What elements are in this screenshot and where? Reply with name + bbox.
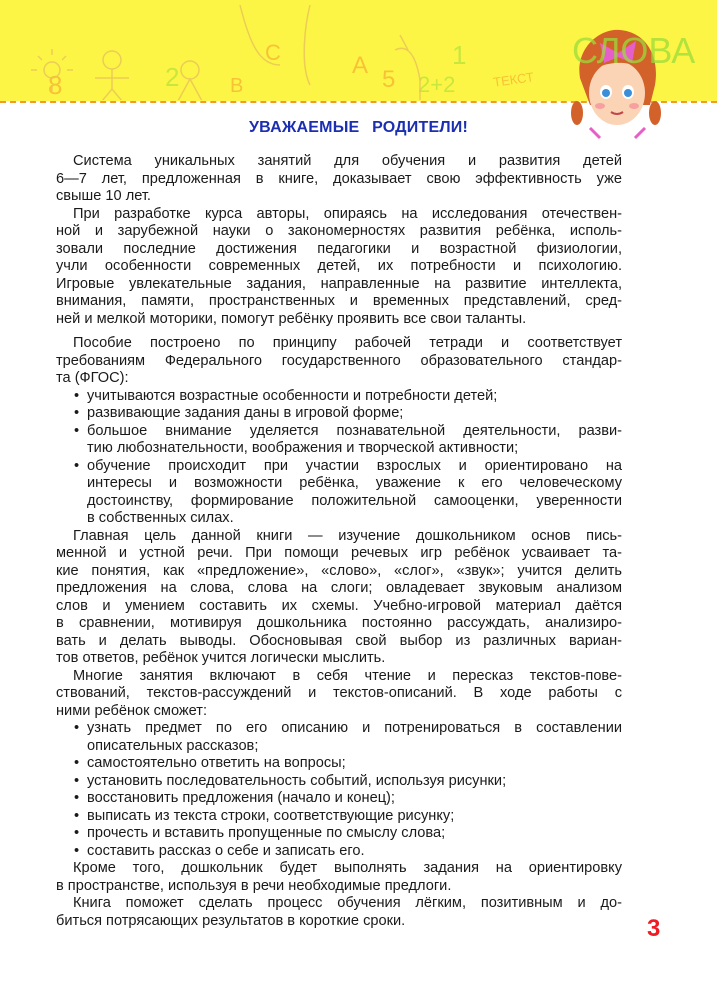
text-line	[56, 276, 622, 294]
paragraph	[56, 206, 622, 329]
text-line	[56, 860, 622, 878]
line-text: большое внимание уделяется познавательной деятельности, разви-	[87, 422, 622, 439]
text-line	[56, 668, 622, 686]
bullet-item	[56, 405, 622, 423]
line-text: Книга поможет сделать процесс обучения лёгким, позитивным и до-	[73, 895, 622, 911]
line-text: в пространстве, используя в речи необходимые предлоги.	[56, 877, 452, 894]
line-text: Система уникальных занятий для обучения и развития детей	[73, 153, 622, 169]
text-line	[56, 423, 622, 441]
line-text: вать и делать выводы. Обосновывая свой выбор из различных вариан-	[56, 632, 622, 649]
line-text: ними ребёнок сможет:	[56, 702, 208, 719]
bullet-icon: •	[74, 755, 80, 771]
line-text: ной и зарубежной науки о закономерностях развития ребёнка, исполь-	[56, 223, 622, 239]
paragraph	[56, 860, 622, 895]
text-line	[56, 353, 622, 371]
text-line	[56, 405, 622, 423]
line-text: свыше 10 лет.	[56, 188, 151, 204]
line-text: кие понятия, как «предложение», «слово», «слог», «звук»; учится делить	[56, 562, 622, 579]
line-text: тов ответов, ребёнок учится логически мыслить.	[56, 650, 386, 666]
bullet-icon: •	[74, 422, 80, 439]
doodle-word: СЛОВА	[572, 30, 696, 71]
bullet-icon: •	[74, 772, 80, 789]
text-line	[56, 738, 622, 756]
line-text: При разработке курса авторы, опираясь на исследования отечествен-	[73, 205, 622, 222]
bullet-icon: •	[74, 387, 80, 404]
bullet-item	[56, 773, 622, 791]
bullet-icon: •	[74, 842, 80, 859]
text-line	[56, 685, 622, 703]
line-text: требованиям Федерального государственного образовательного стандар-	[56, 352, 622, 369]
doodle-text: ТЕКСТ	[492, 69, 535, 90]
text-line	[56, 528, 622, 546]
line-text: слов и умением составить их схемы. Учебно-игровой материал даётся	[56, 597, 622, 614]
line-text: прочесть и вставить пропущенные по смыслу слова;	[87, 825, 446, 841]
line-text: самостоятельно ответить на вопросы;	[87, 755, 346, 771]
line-text: в сравнении, мотивируя дошкольника постоянно рассуждать, анализиро-	[56, 615, 622, 631]
text-line	[56, 790, 622, 808]
doodle-number: 2	[165, 62, 180, 92]
paragraph-gap	[56, 328, 622, 335]
line-text: установить последовательность событий, используя рисунки;	[87, 772, 507, 789]
text-line	[56, 335, 622, 353]
bullet-item	[56, 790, 622, 808]
line-text: обучение происходит при участии взрослых и ориентировано на	[87, 457, 622, 474]
paragraph	[56, 895, 622, 930]
bullet-item	[56, 388, 622, 406]
bullet-icon: •	[74, 405, 80, 421]
line-text: Пособие построено по принципу рабочей тетради и соответствует	[73, 335, 622, 351]
bullet-item	[56, 720, 622, 755]
text-line	[56, 223, 622, 241]
doodle-math: 2+2	[418, 72, 456, 97]
text-line	[56, 206, 622, 224]
text-line	[56, 370, 622, 388]
line-text: составить рассказ о себе и записать его.	[87, 842, 365, 859]
doodle-number: 5	[382, 66, 396, 93]
page-number: 3	[647, 915, 661, 942]
line-text: развивающие задания даны в игровой форме;	[87, 405, 404, 421]
line-text: учитываются возрастные особенности и потребности детей;	[87, 387, 498, 404]
bullet-item	[56, 755, 622, 773]
text-line	[56, 720, 622, 738]
page-title: УВАЖАЕМЫЕ РОДИТЕЛИ!	[249, 119, 468, 136]
text-line	[56, 475, 622, 493]
line-text: биться потрясающих результатов в короткие сроки.	[56, 912, 406, 929]
line-text: Кроме того, дошкольник будет выполнять задания на ориентировку	[73, 860, 622, 876]
text-line	[56, 563, 622, 581]
text-line	[56, 388, 622, 406]
text-line	[56, 188, 622, 206]
text-line	[56, 650, 622, 668]
text-line	[56, 440, 622, 458]
line-text: выписать из текста строки, соответствующие рисунку;	[87, 807, 455, 824]
line-text: предложения на слова, слова на слоги; овладевает звуковым анализом	[56, 580, 622, 596]
doodle-drawings	[0, 0, 560, 100]
text-line	[56, 458, 622, 476]
text-line	[56, 895, 622, 913]
text-line	[56, 773, 622, 791]
text-line	[56, 258, 622, 276]
text-line	[56, 580, 622, 598]
paragraph	[56, 153, 622, 206]
bullet-icon: •	[74, 457, 80, 474]
line-text: ней и мелкой моторики, помогут ребёнку проявить все свои таланты.	[56, 310, 527, 327]
bullet-item	[56, 423, 622, 458]
bullet-item	[56, 808, 622, 826]
doodle-number: 1	[452, 40, 467, 70]
text-line	[56, 615, 622, 633]
text-line	[56, 913, 622, 931]
text-line	[56, 843, 622, 861]
line-text: та (ФГОС):	[56, 370, 129, 386]
paragraph	[56, 668, 622, 721]
paragraph	[56, 335, 622, 388]
doodle-letter: B	[230, 75, 244, 97]
text-line	[56, 878, 622, 896]
bullet-item	[56, 458, 622, 528]
line-text: узнать предмет по его описанию и потренироваться в составлении	[87, 720, 622, 736]
bullet-icon: •	[74, 807, 80, 824]
text-line	[56, 311, 622, 329]
bullet-icon: •	[74, 825, 80, 841]
line-text: менной и устной речи. При помощи речевых игр ребёнок усваивает та-	[56, 545, 622, 561]
line-text: 6—7 лет, предложенная в книге, доказывает свою эффективность уже	[56, 170, 622, 187]
line-text: Многие занятия включают в себя чтение и пересказ текстов-пове-	[73, 667, 622, 684]
line-text: учли особенности современных детей, их потребности и психологию.	[56, 258, 622, 274]
text-line	[56, 545, 622, 563]
line-text: восстановить предложения (начало и конец);	[87, 790, 395, 806]
line-text: внимания, памяти, пространственных и временных представлений, сред-	[56, 293, 622, 309]
text-line	[56, 493, 622, 511]
doodle-letter: A	[352, 52, 369, 79]
line-text: в собственных силах.	[87, 510, 234, 526]
line-text: тию любознательности, воображения и творческой активности;	[87, 440, 519, 456]
text-line	[56, 293, 622, 311]
line-text: достоинству, формирование положительной самооценки, уверенности	[87, 492, 622, 509]
bullet-icon: •	[74, 790, 80, 806]
text-line	[56, 598, 622, 616]
line-text: ствований, текстов-рассуждений и текстов-описаний. В ходе работы с	[56, 685, 622, 701]
bullet-item	[56, 843, 622, 861]
line-text: Главная цель данной книги — изучение дошкольником основ пись-	[73, 527, 622, 544]
line-text: описательных рассказов;	[87, 737, 259, 754]
text-line	[56, 510, 622, 528]
text-line	[56, 755, 622, 773]
bullet-item	[56, 825, 622, 843]
doodle-number: 8	[48, 70, 63, 100]
text-line	[56, 171, 622, 189]
text-line	[56, 153, 622, 171]
text-line	[56, 703, 622, 721]
line-text: Игровые увлекательные задания, направленные на развитие интеллекта,	[56, 275, 622, 292]
line-text: интересы и возможности ребёнка, уважение к его человеческому	[87, 475, 622, 491]
text-line	[56, 633, 622, 651]
line-text: зовали последние достижения педагогики и возрастной физиологии,	[56, 240, 622, 257]
text-line	[56, 825, 622, 843]
document-body	[56, 153, 622, 930]
text-line	[56, 808, 622, 826]
text-line	[56, 241, 622, 259]
doodle-letter: C	[265, 40, 281, 65]
bullet-icon: •	[74, 720, 80, 736]
paragraph	[56, 528, 622, 668]
